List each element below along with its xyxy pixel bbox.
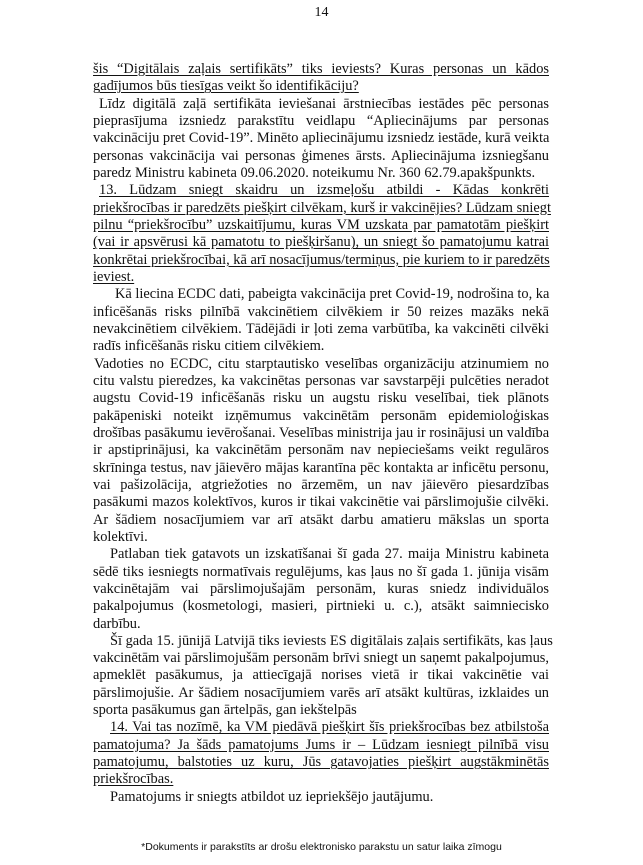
text-line: konkrētai priekšrocībai, kā arī nosacījumus/termiņus, pie kuriem to ir paredzēts — [93, 251, 550, 268]
document-body — [93, 61, 553, 806]
text-line: darbību. — [93, 615, 141, 632]
signature-footnote: *Dokuments ir parakstīts ar drošu elektronisko parakstu un satur laika zīmogu — [141, 841, 502, 853]
text-line: šis “Digitālais zaļais sertifikāts” tiks ieviests? Kuras personas un kādos — [93, 61, 549, 77]
text-line: sēdē tiks iesniegts normatīvais regulējums, kas ļaus no šī gada 1. jūnija visām — [93, 563, 549, 580]
text-line: 13. Lūdzam sniegt skaidru un izsmeļošu atbildi - Kādas konkrēti — [99, 182, 549, 199]
text-line: vakcinētām vai pārslimojušām personām brīvi sniegt un saņemt pakalpojumus, — [93, 650, 549, 667]
text-line: priekšrocības ir paredzēts piešķirt cilvēkam, kurš ir vakcinējies? Lūdzam sniegt — [93, 199, 551, 216]
text-line: kolektīvi. — [93, 528, 148, 545]
text-line: paredz Ministru kabineta 09.06.2020. noteikumu Nr. 360 62.79.apakšpunkts. — [93, 164, 536, 181]
text-line: vakcinētajām vai pārslimojušajām personām, kuras sniedz individuālos — [93, 580, 549, 597]
text-line: gadījumos būs tiesīgas veikt šo identifikāciju? — [93, 78, 359, 95]
question-13 — [93, 182, 549, 286]
text-line: Pamatojums ir sniegts atbildot uz iepriekšējo jautājumu. — [110, 788, 434, 805]
page-number: 14 — [314, 5, 329, 20]
text-line: vai pašizolācija, atgriežoties no ārzemēm, un nav jāievēro piesardzības — [93, 476, 549, 493]
text-line: pieprasījuma izsniedz parakstītu veidlapu “Apliecinājums par personas — [93, 112, 549, 129]
text-line: Šī gada 15. jūnijā Latvijā tiks ieviests ES digitālais zaļais sertifikāts, kas ļaus — [110, 632, 553, 649]
text-line: sporta pasākumus gan ārtelpās, gan iekštelpās — [93, 702, 357, 719]
answer-13-ecdc — [93, 286, 549, 355]
text-line: (vai ir apsvērusi kā pamatotu to piešķiršanu), un sniegt šo pamatojumu katrai — [93, 234, 549, 251]
text-line: drošības pasākumu ievērošanai. Veselības ministrija jau ir rosinājusi un valdība — [93, 424, 550, 441]
answer-14 — [93, 789, 549, 806]
text-line: priekšrocības. — [93, 771, 174, 788]
text-line: pamatojuma? Ja šāds pamatojums Jums ir – Lūdzam iesniegt pilnībā visu — [93, 736, 549, 753]
text-line: pakāpeniski noteikt izņēmumus vakcinētām personām epidemioloģiskas — [93, 407, 549, 424]
text-line: apmeklēt pasākumus, ja attiecīgajā norises vietā ir tikai vakcinētie vai — [93, 667, 549, 684]
text-line: Vadoties no ECDC, citu starptautisko veselības organizāciju atzinumiem no — [94, 355, 549, 372]
text-line: augstu Covid-19 inficēšanās risku un augstu risku veselībai, tiek plānots — [93, 390, 549, 407]
text-line: pilnu “priekšrocību” uzskaitījumu, kuras VM uzskata par pamatotām piešķirt — [93, 216, 549, 233]
text-line: personas vakcinācija vai personas ģimenes ārsts. Apliecinājuma izsniegšanu — [93, 147, 549, 164]
text-line: pakalpojumus (kosmetologi, masieri, pirtnieki u. c.), atsākt saimniecisko — [93, 598, 549, 615]
answer-12 — [93, 96, 549, 183]
text-line: skrīninga testus, nav jāievēro mājas karantīna pēc kontakta ar inficētu personu, — [93, 459, 549, 476]
text-line: 14. Vai tas nozīmē, ka VM piedāvā piešķirt šīs priekšrocības bez atbilstoša — [110, 719, 549, 736]
text-line: radīs inficēšanās risku citiem cilvēkiem. — [93, 338, 325, 355]
text-line: inficēšanās risks pilnībā vakcinētiem cilvēkiem ir 50 reizes mazāks nekā — [93, 303, 549, 320]
text-line: nevakcinētiem cilvēkiem. Tādējādi ir ļoti zema varbūtība, ka vakcinēti cilvēki — [93, 320, 549, 337]
answer-13-exemptions — [93, 356, 549, 547]
question-14 — [93, 719, 549, 788]
text-line: pasākumi mazos kolektīvos, kuros ir tikai vakcinētie vai pārslimojušie cilvēki. — [93, 494, 549, 511]
text-line: pamatojumu, balstoties uz kuru, Jūs gatavojaties piešķirt augstākminētās — [93, 754, 549, 771]
text-line: Līdz digitālā zaļā sertifikāta ieviešanai ārstniecības iestādes pēc personas — [99, 95, 549, 112]
question-12-continued — [93, 61, 549, 96]
answer-13-certificate — [93, 632, 553, 720]
text-line: Patlaban tiek gatavots un izskatīšanai šī gada 27. maija Ministru kabineta — [110, 546, 549, 563]
text-line: pārslimojušie. Ar šādiem nosacījumiem varēs arī atsākt kultūras, izklaides un — [93, 684, 549, 701]
text-line: vakcināciju pret Covid-19”. Minēto apliecinājumu izsniedz iestāde, kurā veikta — [93, 130, 550, 147]
text-line: ieviest. — [93, 268, 135, 285]
text-line: Ar šādiem nosacījumiem var arī atsākt darbu amatieru mākslas un sporta — [93, 511, 549, 528]
text-line: citu valstu pieredzes, ka vakcinētas personas var savstarpēji pulcēties neradot — [93, 372, 549, 389]
answer-13-regulation — [93, 546, 549, 633]
text-line: ir apstiprinājusi, ka vakcinētām personām nav nepieciešams veikt regulāros — [93, 442, 549, 459]
text-line: Kā liecina ECDC dati, pabeigta vakcinācija pret Covid-19, nodrošina to, ka — [115, 286, 550, 303]
